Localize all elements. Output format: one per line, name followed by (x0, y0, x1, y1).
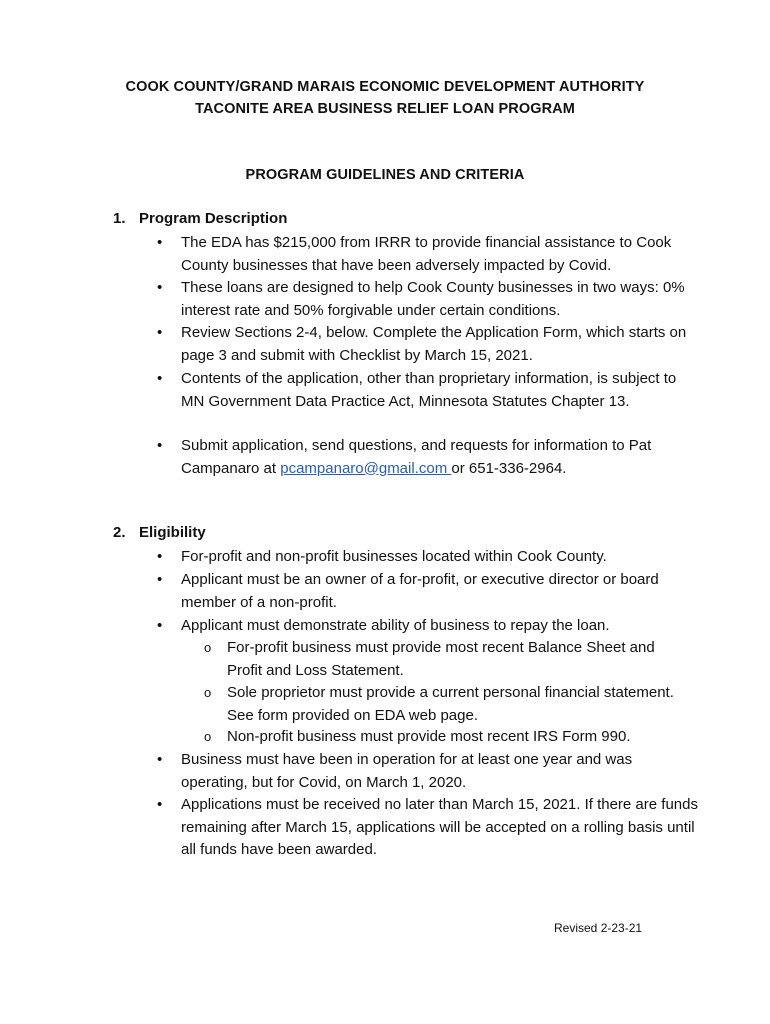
section-1-bullet: • Contents of the application, other than proprietary information, is subject to MN Government Data Practice Act, Minnesota Statutes Chapter 13. (181, 368, 701, 413)
section-1-bullet: • Review Sections 2-4, below. Complete the Application Form, which starts on page 3 and submit with Checklist by March 15, 2021. (181, 322, 701, 367)
section-2-bullet: • Applicant must demonstrate ability of business to repay the loan. (181, 615, 701, 638)
section-2-bullet: • For-profit and non-profit businesses located within Cook County. (181, 546, 701, 569)
section-2-bullet: • Applications must be received no later than March 15, 2021. If there are funds remaining after March 15, applications will be accepted on a rolling basis until all funds have been awarded. (181, 794, 701, 862)
section-1-number: 1. (113, 210, 126, 227)
document-title-line-2: TACONITE AREA BUSINESS RELIEF LOAN PROGRAM (195, 101, 575, 117)
section-2-sub-bullet: o Non-profit business must provide most recent IRS Form 990. (227, 726, 687, 749)
document-title-line-1: COOK COUNTY/GRAND MARAIS ECONOMIC DEVELOPMENT AUTHORITY (125, 79, 645, 95)
section-1-bullet: • These loans are designed to help Cook County businesses in two ways: 0% interest rate and 50% forgivable under certain conditions. (181, 277, 701, 322)
section-1-bullet: • The EDA has $215,000 from IRRR to provide financial assistance to Cook County businesses that have been adversely impacted by Covid. (181, 232, 701, 277)
contact-prefix: Submit application, send questions, and requests for information to Pat Campanaro at (181, 437, 652, 477)
section-2-bullet: • Business must have been in operation for at least one year and was operating, but for Covid, on March 1, 2020. (181, 749, 701, 794)
section-2-bullet: • Applicant must be an owner of a for-profit, or executive director or board member of a non-profit. (181, 569, 701, 614)
section-2-sub-bullet: o Sole proprietor must provide a current personal financial statement. See form provided on EDA web page. (227, 682, 687, 727)
revision-date: Revised 2-23-21 (554, 921, 643, 935)
section-1-title: Program Description (139, 210, 288, 227)
contact-email-link[interactable]: pcampanaro@gmail.com (280, 459, 452, 477)
section-1-heading (113, 210, 287, 227)
section-2-title: Eligibility (139, 524, 206, 541)
section-2-sub-bullet: o For-profit business must provide most recent Balance Sheet and Profit and Loss Statement. (227, 637, 687, 682)
section-2-number: 2. (113, 524, 126, 541)
document-subtitle: PROGRAM GUIDELINES AND CRITERIA (245, 167, 525, 183)
section-2-heading (113, 524, 206, 541)
section-1-contact-bullet (181, 435, 701, 480)
contact-suffix: or 651-336-2964. (451, 459, 567, 477)
